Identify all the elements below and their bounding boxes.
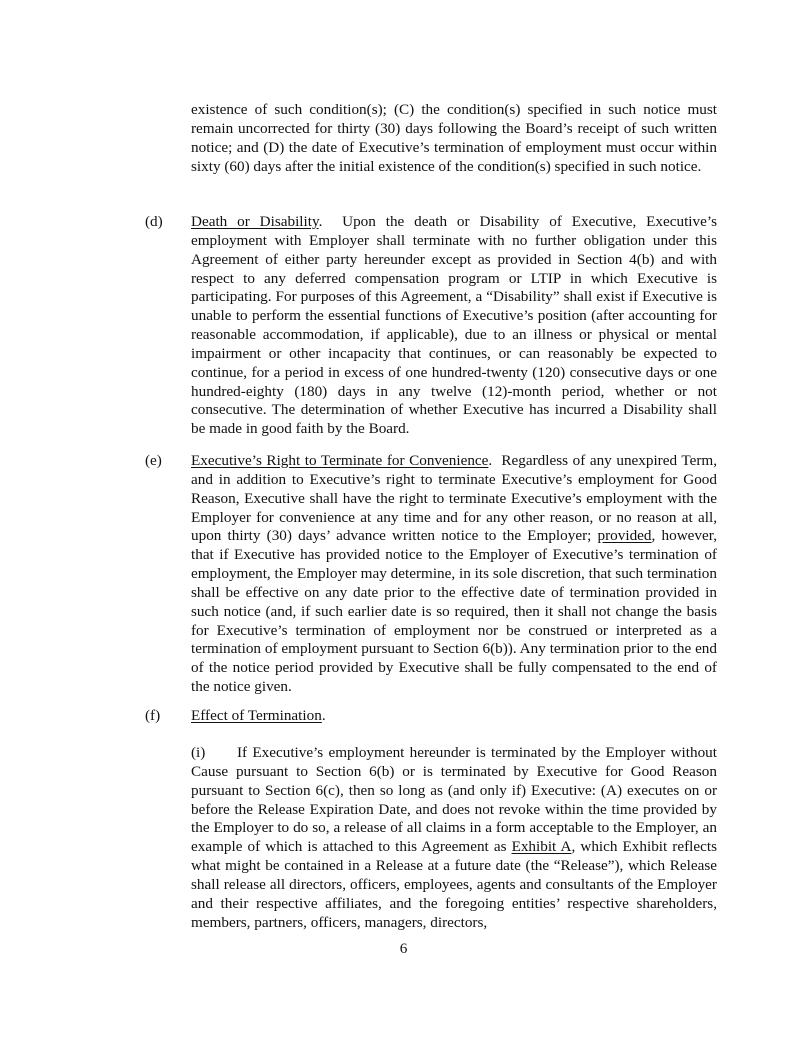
heading-period: . xyxy=(318,213,343,230)
section-e-heading: Executive’s Right to Terminate for Convenience xyxy=(191,452,489,469)
page-number xyxy=(0,940,811,959)
section-e-label: (e) xyxy=(145,452,162,469)
exhibit-a-reference: Exhibit A xyxy=(511,838,572,856)
heading-period: . xyxy=(488,452,502,469)
continuation-paragraph: existence of such condition(s); (C) the condition(s) specified in such notice must remain uncorrected for thirty (30) days following the Board’s receipt of such written notice; and (D) the date of Executive’s termination of employment must occur within sixty (60) days after the initial existence of the condition(s) specified in such notice. xyxy=(191,101,717,175)
section-d-body: Upon the death or Disability of Executive, Executive’s employment with Employer shall terminate with no further obligation under this Agreement of either party hereunder except as provided in Section 4(b) and with respect to any deferred compensation program or LTIP in which Executive is participating. For purposes of this Agreement, a “Disability” shall exist if Executive is unable to perform the essential functions of Executive’s position (after accounting for reasonable accommodation, if applicable), due to an illness or physical or mental impairment or other incapacity that continues, or can reasonably be expected to continue, for a period in excess of one hundred-twenty (120) consecutive days or one hundred-eighty (180) days in any twelve (12)-month period, whether or not consecutive. The determination of whether Executive has incurred a Disability shall be made in good faith by the Board. xyxy=(191,213,717,438)
heading-period: . xyxy=(321,707,326,724)
subsection-f-i-paragraph xyxy=(191,744,717,932)
section-f-label: (f) xyxy=(145,707,161,724)
subsection-f-i-body-before: If Executive’s employment hereunder is terminated by the Employer without Cause pursuant to Section 6(b) or is terminated by Executive for Good Reason pursuant to Section 6(c), then so long as (and only if) Executive: (A) executes on or before the Release Expiration Date, and does not revoke within the time provided by the Employer to do so, a release of all claims in a form acceptable to the Employer, an example of which is attached to this Agreement as xyxy=(191,744,717,856)
subsection-f-i-label: (i) xyxy=(191,744,206,761)
section-f-heading-line xyxy=(191,707,717,726)
section-d-heading: Death or Disability xyxy=(191,213,319,230)
provided-term: provided xyxy=(597,527,652,545)
section-e-paragraph xyxy=(191,452,717,697)
section-d-paragraph xyxy=(191,213,717,439)
page-number-text: 6 xyxy=(399,940,408,957)
section-f-heading: Effect of Termination xyxy=(191,707,322,724)
subsection-f-i-body-after: , which Exhibit reflects what might be contained in a Release at a future date (the “Release”), which Release shall release all directors, officers, employees, agents and consultants of the Employer and their respective affiliates, and the foregoing entities’ respective shareholders, members, partners, officers, managers, directors, xyxy=(191,838,717,931)
section-e-body-after: , however, that if Executive has provided notice to the Employer of Executive’s termination of employment, the Employer may determine, in its sole discretion, that such termination shall be effective on any date prior to the effective date of termination provided in such notice (and, if such earlier date is so required, then it shall not change the basis for Executive’s termination of employment nor be construed or interpreted as a termination of employment pursuant to Section 6(b)). Any termination prior to the end of the notice period provided by Executive shall be fully compensated to the end of the notice given. xyxy=(191,527,717,696)
section-e-body-before: Regardless of any unexpired Term, and in addition to Executive’s right to terminate Executive’s employment for Good Reason, Executive shall have the right to terminate Executive’s employment with the Employer for convenience at any time and for any other reason, or no reason at all, upon thirty (30) days’ advance written notice to the Employer; xyxy=(191,452,718,545)
section-d-label: (d) xyxy=(145,213,163,230)
